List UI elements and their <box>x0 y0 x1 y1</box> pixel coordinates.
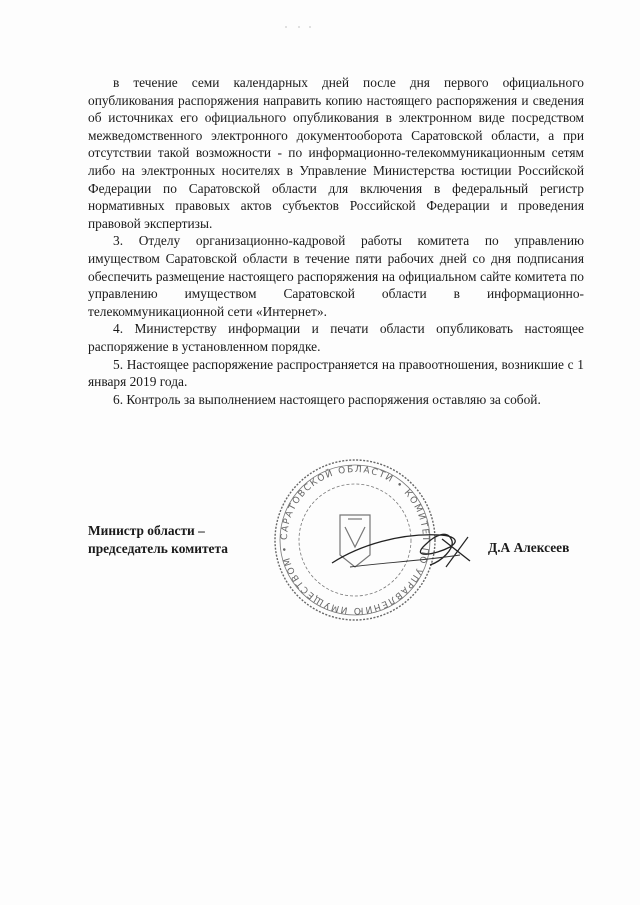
seal-text: САРАТОВСКОЙ ОБЛАСТИ • КОМИТЕТ ПО УПРАВЛЕНИЮ ИМУЩЕСТВОМ • <box>279 464 431 616</box>
signatory-title <box>88 522 288 558</box>
handwritten-signature <box>330 515 480 575</box>
signatory-title-line1: Министр области – <box>88 523 205 538</box>
paragraph-item-5: 5. Настоящее распоряжение распространяется на правоотношения, возникшие с 1 января 2019 года. <box>88 356 584 390</box>
signatory-title-line2: председатель комитета <box>88 541 228 556</box>
paragraph-item-4: 4. Министерству информации и печати области опубликовать настоящее распоряжение в установленном порядке. <box>88 321 584 354</box>
paragraph-item-3: 3. Отделу организационно-кадровой работы комитета по управлению имуществом Саратовской области в течение пяти рабочих дней со дня подписания обеспечить размещение настоящего распоряжения на официальном сайте комитета по управлению имуществом Саратовской области в информационно-телекоммуникационной сети «Интернет». <box>88 233 584 319</box>
signatory-name: Д.А Алексеев <box>488 540 570 555</box>
paragraph-continuation: в течение семи календарных дней после дня первого официального опубликования распоряжения направить копию настоящего распоряжения и сведения об источниках его официального опубликования в электронном виде посредством межведомственного электронного документооборота Саратовской области, а при отсутствии такой возможности - по информационно-телекоммуникационным сетям либо на электронных носителях в Управление Министерства юстиции Российской Федерации по Саратовской области для включения в федеральный регистр нормативных правовых актов субъектов Российской Федерации и проведения правовой экспертизы. <box>88 75 584 231</box>
document-body <box>88 74 584 408</box>
scan-mark <box>283 16 313 20</box>
paragraph-item-6: 6. Контроль за выполнением настоящего распоряжения оставляю за собой. <box>113 391 541 407</box>
